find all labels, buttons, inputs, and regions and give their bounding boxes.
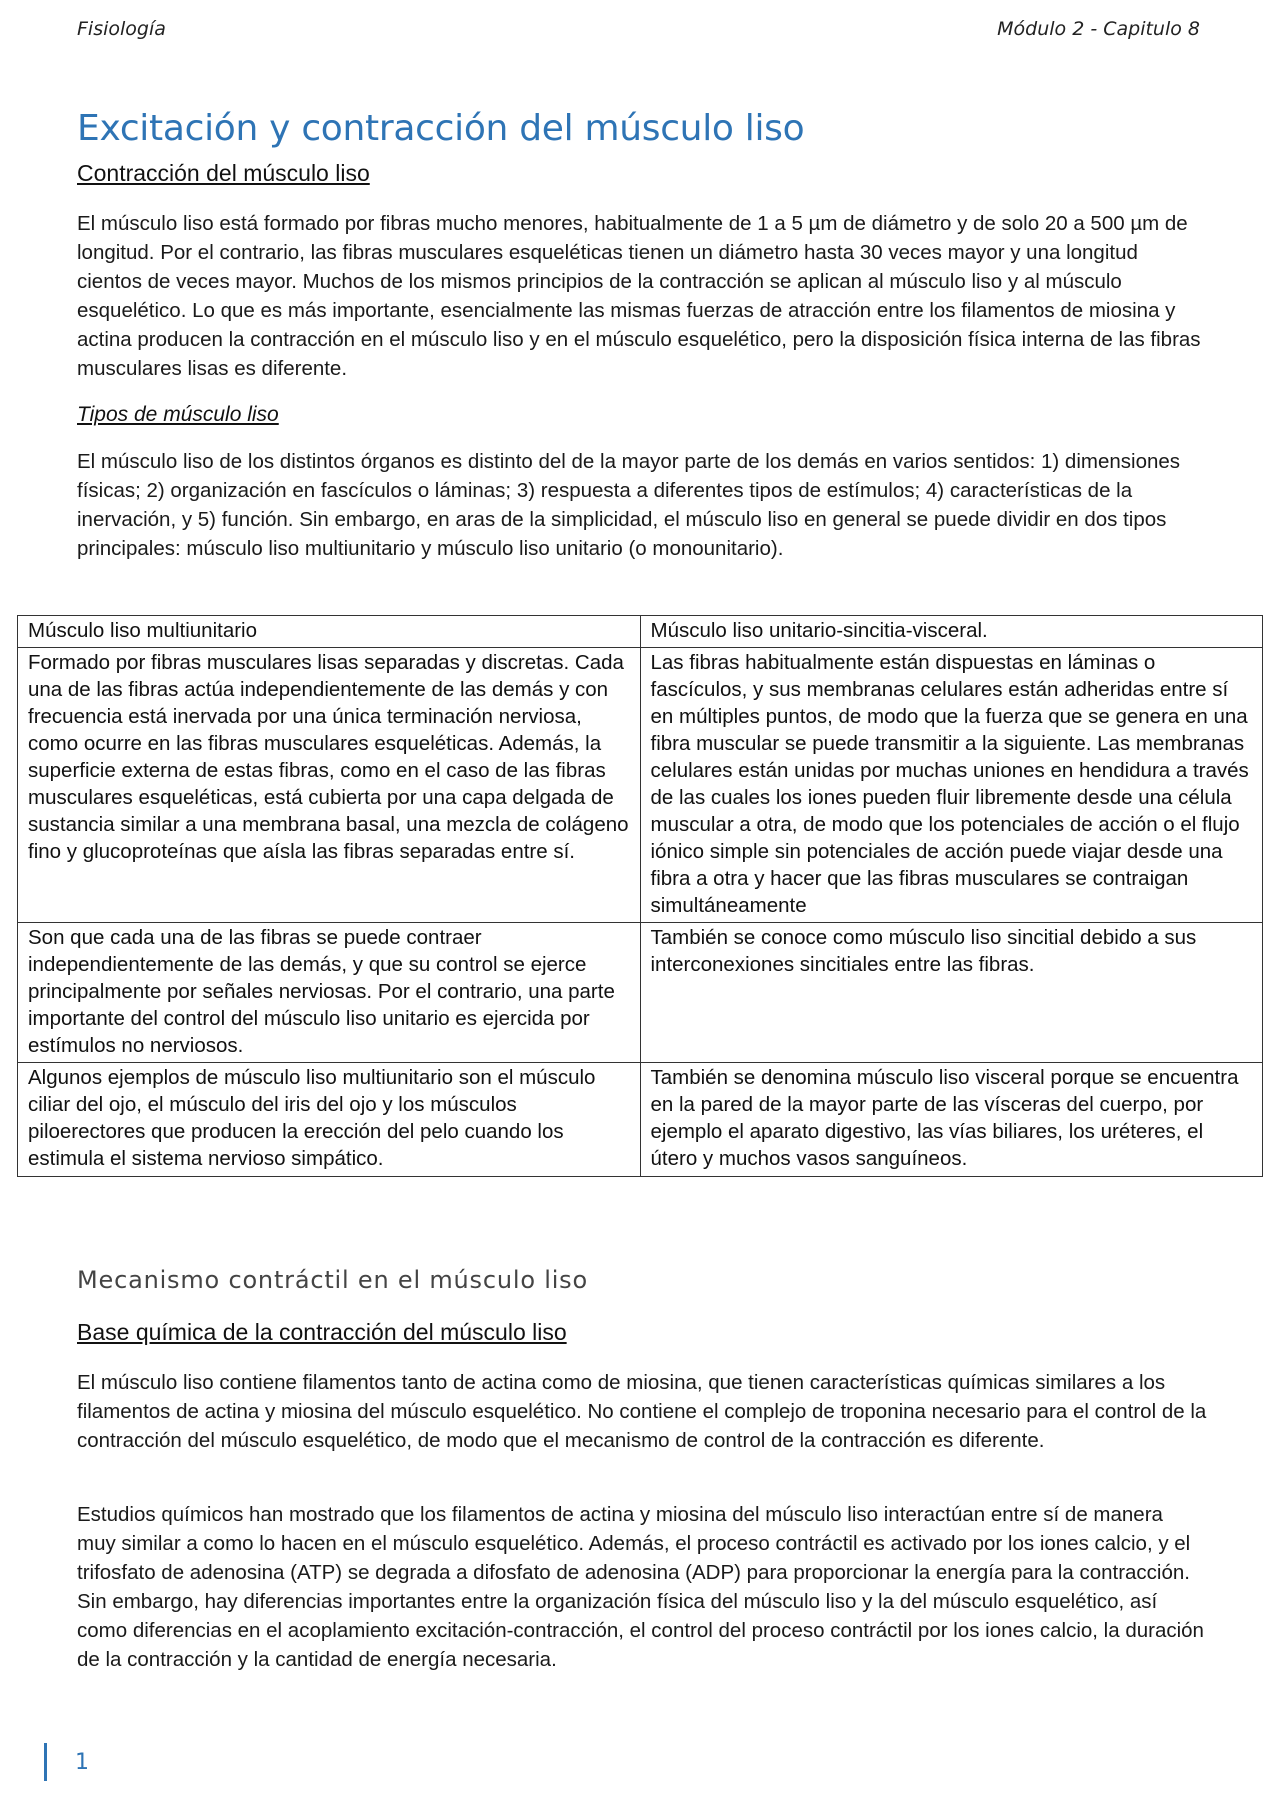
table-row <box>18 616 1263 648</box>
table-row <box>18 648 1263 923</box>
page-title: Excitación y contracción del músculo liso <box>77 108 805 149</box>
table-cell: Formado por fibras musculares lisas separadas y discretas. Cada una de las fibras actúa independientemente de las demás y con frecuencia está inervada por una única terminación nerviosa, como ocurre en las fibras musculares esqueléticas. Además, la superficie externa de estas fibras, como en el caso de las fibras musculares esqueléticas, está cubierta por una capa delgada de sustancia similar a una membrana basal, una mezcla de colágeno fino y glucoproteínas que aísla las fibras separadas entre sí. <box>18 648 641 923</box>
subheading-tipos: Tipos de músculo liso <box>77 403 279 426</box>
table-row <box>18 1063 1263 1177</box>
table-cell: Músculo liso multiunitario <box>18 616 641 648</box>
footer-accent-bar <box>44 1743 47 1781</box>
page-number: 1 <box>75 1749 89 1775</box>
page-footer <box>44 1743 89 1781</box>
table-cell: Las fibras habitualmente están dispuestas en láminas o fascículos, y sus membranas celulares están adheridas entre sí en múltiples puntos, de modo que la fuerza que se genera en una fibra muscular se puede transmitir a la siguiente. Las membranas celulares están unidas por muchas uniones en hendidura a través de las cuales los iones pueden fluir libremente desde una célula muscular a otra, de modo que los potenciales de acción o el flujo iónico simple sin potenciales de acción puede viajar desde una fibra a otra y hacer que las fibras musculares se contraigan simultáneamente <box>640 648 1263 923</box>
table-cell: Músculo liso unitario-sincitia-visceral. <box>640 616 1263 648</box>
paragraph-base-quimica-2: Estudios químicos han mostrado que los filamentos de actina y miosina del músculo liso interactúan entre sí de manera muy similar a como lo hacen en el músculo esquelético. Además, el proceso contráctil es activado por los iones calcio, y el trifosfato de adenosina (ATP) se degrada a difosfato de adenosina (ADP) para proporcionar la energía para la contracción. Sin embargo, hay diferencias importantes entre la organización física del músculo liso y la del músculo esquelético, así como diferencias en el acoplamiento excitación-contracción, el control del proceso contráctil por los iones calcio, la duración de la contracción y la cantidad de energía necesaria. <box>77 1503 1204 1671</box>
table-cell: Algunos ejemplos de músculo liso multiunitario son el músculo ciliar del ojo, el músculo del iris del ojo y los músculos piloerectores que producen la erección del pelo cuando los estimula el sistema nervioso simpático. <box>18 1063 641 1177</box>
table-cell: Son que cada una de las fibras se puede contraer independientemente de las demás, y que su control se ejerce principalmente por señales nerviosas. Por el contrario, una parte importante del control del músculo liso unitario es ejercida por estímulos no nerviosos. <box>18 923 641 1063</box>
paragraph-contraccion: El músculo liso está formado por fibras mucho menores, habitualmente de 1 a 5 µm de diámetro y de solo 20 a 500 µm de longitud. Por el contrario, las fibras musculares esqueléticas tienen un diámetro hasta 30 veces mayor y una longitud cientos de veces mayor. Muchos de los mismos principios de la contracción se aplican al músculo liso y al músculo esquelético. Lo que es más importante, esencialmente las mismas fuerzas de atracción entre los filamentos de miosina y actina producen la contracción en el músculo liso y en el músculo esquelético, pero la disposición física interna de las fibras musculares lisas es diferente. <box>77 212 1201 380</box>
section-heading-contraccion: Contracción del músculo liso <box>77 160 370 186</box>
table-cell: También se conoce como músculo liso sincitial debido a sus interconexiones sincitiales entre las fibras. <box>640 923 1263 1063</box>
header-module: Módulo 2 - Capitulo 8 <box>997 18 1200 40</box>
subheading-base-quimica: Base química de la contracción del músculo liso <box>77 1319 567 1345</box>
table-row <box>18 923 1263 1063</box>
table-cell: También se denomina músculo liso visceral porque se encuentra en la pared de la mayor parte de las vísceras del cuerpo, por ejemplo el aparato digestivo, las vías biliares, los uréteres, el útero y muchos vasos sanguíneos. <box>640 1063 1263 1177</box>
paragraph-base-quimica-1: El músculo liso contiene filamentos tanto de actina como de miosina, que tienen características químicas similares a los filamentos de actina y miosina del músculo esquelético. No contiene el complejo de troponina necesario para el control de la contracción del músculo esquelético, de modo que el mecanismo de control de la contracción es diferente. <box>77 1371 1207 1452</box>
paragraph-tipos: El músculo liso de los distintos órganos es distinto del de la mayor parte de los demás en varios sentidos: 1) dimensiones físicas; 2) organización en fascículos o láminas; 3) respuesta a diferentes tipos de estímulos; 4) características de la inervación, y 5) función. Sin embargo, en aras de la simplicidad, el músculo liso en general se puede dividir en dos tipos principales: músculo liso multiunitario y músculo liso unitario (o monounitario). <box>77 450 1181 560</box>
page-header <box>77 18 1200 40</box>
comparison-table <box>17 615 1263 1177</box>
section-heading-mecanismo: Mecanismo contráctil en el músculo liso <box>77 1266 588 1294</box>
header-subject: Fisiología <box>77 18 166 40</box>
